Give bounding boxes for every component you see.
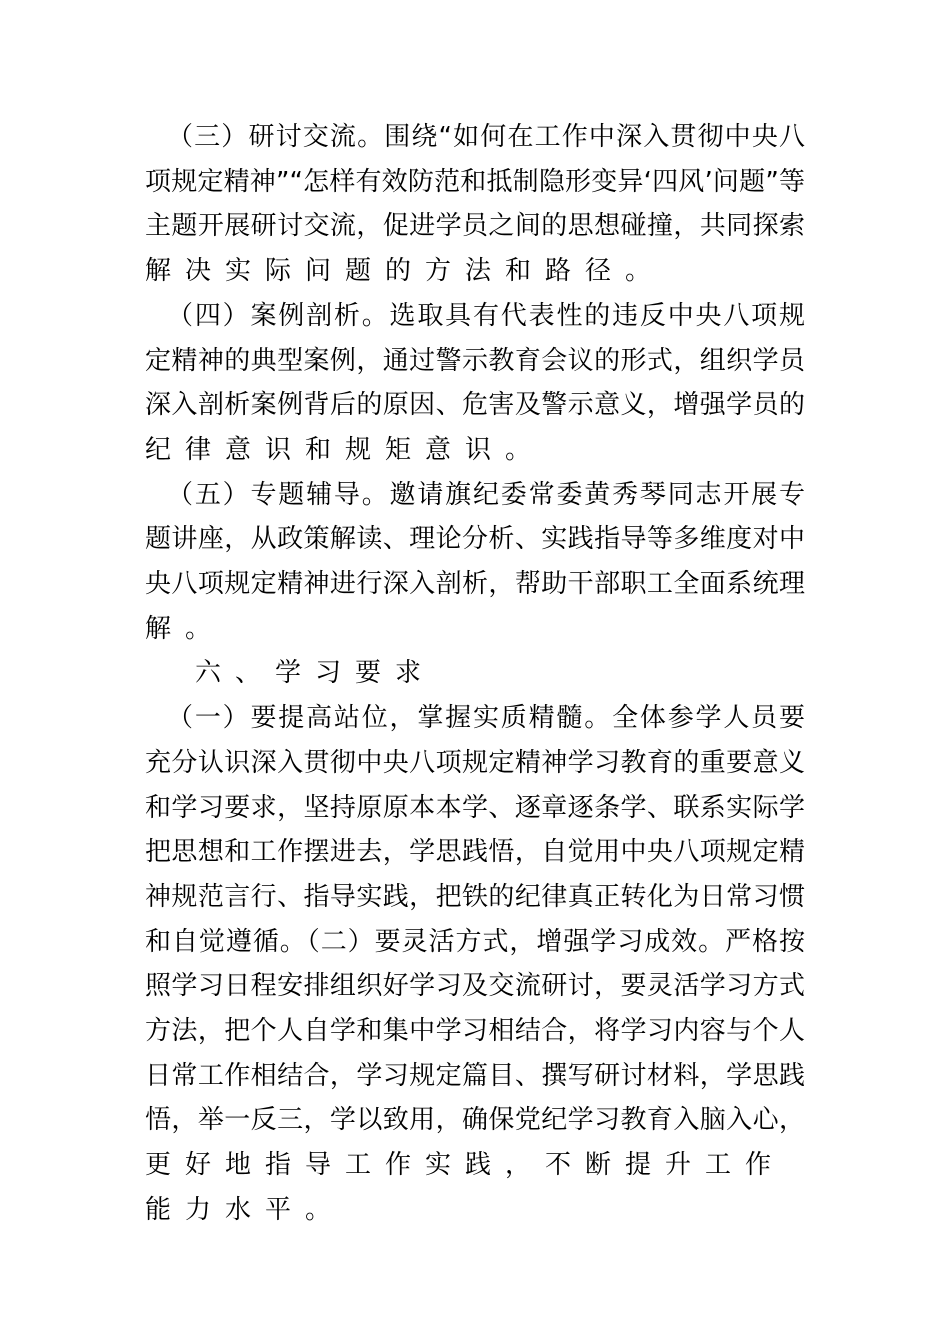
text-line: 和自觉遵循。（二）要灵活方式，增强学习成效。严格按	[145, 926, 805, 957]
text-line: 悟，举一反三，学以致用，确保党纪学习教育入脑入心，	[145, 1105, 805, 1136]
section-heading: 六、学习要求	[195, 658, 436, 689]
text-line: 把思想和工作摆进去，学思践悟，自觉用中央八项规定精	[145, 837, 805, 868]
text-line: 照学习日程安排组织好学习及交流研讨，要灵活学习方式	[145, 971, 805, 1002]
text-line: 日常工作相结合，学习规定篇目、撰写研讨材料，学思践	[145, 1060, 805, 1091]
text-line: （五）专题辅导。邀请旗纪委常委黄秀琴同志开展专	[167, 479, 805, 510]
text-line: 定精神的典型案例，通过警示教育会议的形式，组织学员	[145, 345, 805, 376]
text-line: 更好地指导工作实践，不断提升工作能力水平。	[145, 1150, 786, 1225]
text-line: 解。	[145, 613, 226, 644]
text-line: 项规定精神”“怎样有效防范和抵制隐形变异‘四风’问题”等	[145, 166, 805, 197]
text-line: 解决实际问题的方法和路径。	[145, 256, 666, 287]
text-line: 和学习要求，坚持原原本本学、逐章逐条学、联系实际学	[145, 792, 805, 823]
text-line: 充分认识深入贯彻中央八项规定精神学习教育的重要意义	[145, 747, 805, 778]
text-line: 央八项规定精神进行深入剖析，帮助干部职工全面系统理	[145, 569, 805, 600]
text-line: （三）研讨交流。围绕“如何在工作中深入贯彻中央八	[167, 122, 805, 152]
text-line: 纪律意识和规矩意识。	[145, 434, 546, 465]
text-line: （一）要提高站位，掌握实质精髓。全体参学人员要	[167, 703, 805, 734]
text-line: （四）案例剖析。选取具有代表性的违反中央八项规	[167, 300, 805, 331]
text-line: 方法，把个人自学和集中学习相结合，将学习内容与个人	[145, 1016, 805, 1047]
text-line: 主题开展研讨交流，促进学员之间的思想碰撞，共同探索	[145, 211, 805, 242]
document-page	[145, 115, 805, 1233]
text-line: 神规范言行、指导实践，把铁的纪律真正转化为日常习惯	[145, 881, 805, 912]
text-line: 深入剖析案例背后的原因、危害及警示意义，增强学员的	[145, 390, 805, 421]
text-line: 题讲座，从政策解读、理论分析、实践指导等多维度对中	[145, 524, 805, 555]
